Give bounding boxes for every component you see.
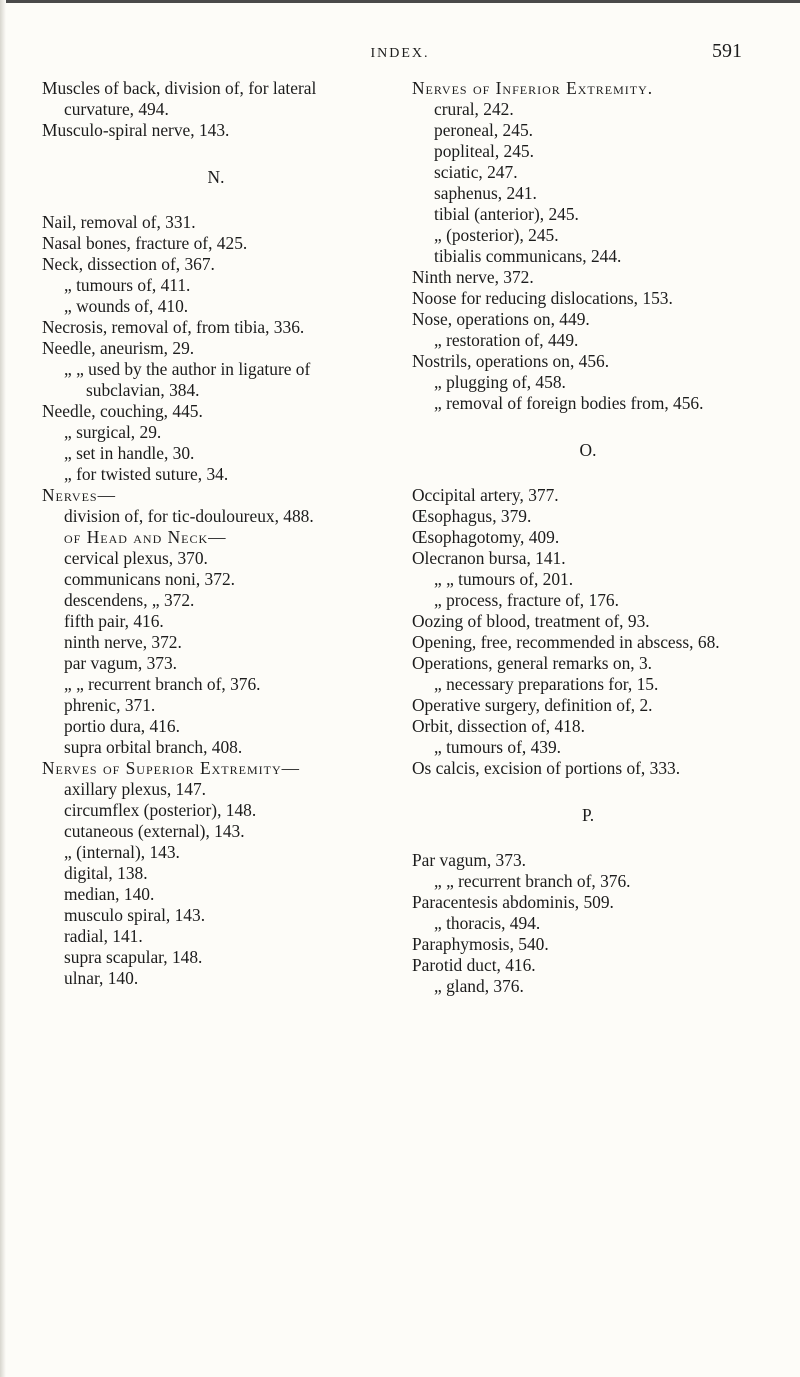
index-subentry: „ „ recurrent branch of, 376. bbox=[64, 674, 261, 694]
index-subentry: tibialis communicans, 244. bbox=[434, 246, 622, 266]
index-subentry: „ wounds of, 410. bbox=[64, 296, 189, 316]
index-subentry: par vagum, 373. bbox=[64, 653, 178, 673]
index-subentry: „ restoration of, 449. bbox=[434, 330, 579, 350]
index-subentry: tibial (anterior), 245. bbox=[434, 204, 579, 224]
index-subentry: „ gland, 376. bbox=[434, 976, 524, 996]
index-entry: Nose, operations on, 449. bbox=[412, 309, 590, 329]
index-subentry: „ surgical, 29. bbox=[64, 422, 162, 442]
index-entry: Necrosis, removal of, from tibia, 336. bbox=[42, 317, 305, 337]
index-subentry: „ tumours of, 411. bbox=[64, 275, 191, 295]
index-subentry: portio dura, 416. bbox=[64, 716, 180, 736]
index-subentry: musculo spiral, 143. bbox=[64, 905, 206, 925]
index-entry: Opening, free, recommended in abscess, 68. bbox=[412, 632, 720, 652]
index-entry: Musculo-spiral nerve, 143. bbox=[42, 120, 230, 140]
running-title: INDEX. bbox=[370, 46, 430, 61]
index-heading: of Head and Neck— bbox=[64, 527, 227, 547]
index-subentry: digital, 138. bbox=[64, 863, 148, 883]
page-binding-shadow bbox=[0, 0, 6, 1377]
index-column-right bbox=[412, 78, 764, 997]
index-subentry: axillary plexus, 147. bbox=[64, 779, 206, 799]
index-subentry: „ (internal), 143. bbox=[64, 842, 180, 862]
section-letter: N. bbox=[207, 167, 225, 187]
index-entry: Œsophagotomy, 409. bbox=[412, 527, 560, 547]
index-entry: Needle, couching, 445. bbox=[42, 401, 203, 421]
index-subentry: „ for twisted suture, 34. bbox=[64, 464, 229, 484]
index-entry: Oozing of blood, treatment of, 93. bbox=[412, 611, 650, 631]
index-entry: Œsophagus, 379. bbox=[412, 506, 532, 526]
index-heading: Nerves of Superior Extremity— bbox=[42, 758, 301, 778]
page-header bbox=[0, 38, 800, 68]
index-subentry: ulnar, 140. bbox=[64, 968, 139, 988]
index-subentry: phrenic, 371. bbox=[64, 695, 156, 715]
index-subentry: supra scapular, 148. bbox=[64, 947, 203, 967]
index-subentry: peroneal, 245. bbox=[434, 120, 533, 140]
index-subentry: communicans noni, 372. bbox=[64, 569, 235, 589]
index-subentry: „ process, fracture of, 176. bbox=[434, 590, 619, 610]
index-entry: Occipital artery, 377. bbox=[412, 485, 559, 505]
index-subentry: saphenus, 241. bbox=[434, 183, 537, 203]
index-subentry: „ „ recurrent branch of, 376. bbox=[434, 871, 631, 891]
index-subentry: „ „ tumours of, 201. bbox=[434, 569, 574, 589]
index-heading: Nerves— bbox=[42, 485, 116, 505]
index-entry: Par vagum, 373. bbox=[412, 850, 526, 870]
index-subentry: radial, 141. bbox=[64, 926, 143, 946]
index-subentry: fifth pair, 416. bbox=[64, 611, 164, 631]
index-subentry: „ removal of foreign bodies from, 456. bbox=[434, 393, 704, 413]
index-subentry: supra orbital branch, 408. bbox=[64, 737, 243, 757]
page-top-edge bbox=[0, 0, 800, 3]
index-subentry: crural, 242. bbox=[434, 99, 514, 119]
index-subentry: median, 140. bbox=[64, 884, 155, 904]
index-subentry: descendens, „ 372. bbox=[64, 590, 195, 610]
index-entry: Parotid duct, 416. bbox=[412, 955, 536, 975]
index-heading: Nerves of Inferior Extremity. bbox=[412, 78, 654, 98]
index-entry: Needle, aneurism, 29. bbox=[42, 338, 195, 358]
index-entry: Nostrils, operations on, 456. bbox=[412, 351, 610, 371]
index-subentry: cervical plexus, 370. bbox=[64, 548, 208, 568]
index-entry: Ninth nerve, 372. bbox=[412, 267, 534, 287]
index-subentry: „ (posterior), 245. bbox=[434, 225, 559, 245]
index-subentry: cutaneous (external), 143. bbox=[64, 821, 245, 841]
index-entry: Nasal bones, fracture of, 425. bbox=[42, 233, 248, 253]
index-subentry: sciatic, 247. bbox=[434, 162, 518, 182]
index-subentry: popliteal, 245. bbox=[434, 141, 534, 161]
index-entry: Neck, dissection of, 367. bbox=[42, 254, 215, 274]
index-entry: Nail, removal of, 331. bbox=[42, 212, 196, 232]
index-entry: Olecranon bursa, 141. bbox=[412, 548, 566, 568]
index-subentry: circumflex (posterior), 148. bbox=[64, 800, 257, 820]
index-entry: Operations, general remarks on, 3. bbox=[412, 653, 653, 673]
index-entry: Operative surgery, definition of, 2. bbox=[412, 695, 653, 715]
index-entry: Noose for reducing dislocations, 153. bbox=[412, 288, 673, 308]
index-subentry: „ set in handle, 30. bbox=[64, 443, 195, 463]
index-subentry: „ tumours of, 439. bbox=[434, 737, 562, 757]
index-subentry: „ necessary preparations for, 15. bbox=[434, 674, 659, 694]
index-entry: Paracentesis abdominis, 509. bbox=[412, 892, 614, 912]
index-subentry: division of, for tic-douloureux, 488. bbox=[64, 506, 314, 526]
index-subentry: ninth nerve, 372. bbox=[64, 632, 182, 652]
section-letter: P. bbox=[581, 805, 595, 825]
index-subentry: „ plugging of, 458. bbox=[434, 372, 566, 392]
page-number: 591 bbox=[712, 40, 742, 62]
index-entry: Os calcis, excision of portions of, 333. bbox=[412, 758, 681, 778]
index-entry: Muscles of back, division of, for lateral curvature, 494. bbox=[42, 78, 317, 119]
index-entry: Paraphymosis, 540. bbox=[412, 934, 549, 954]
index-subentry: „ „ used by the author in ligature of subclavian, 384. bbox=[64, 359, 311, 400]
index-subentry: „ thoracis, 494. bbox=[434, 913, 541, 933]
section-letter: O. bbox=[579, 440, 597, 460]
index-column-left bbox=[42, 78, 390, 989]
index-entry: Orbit, dissection of, 418. bbox=[412, 716, 585, 736]
